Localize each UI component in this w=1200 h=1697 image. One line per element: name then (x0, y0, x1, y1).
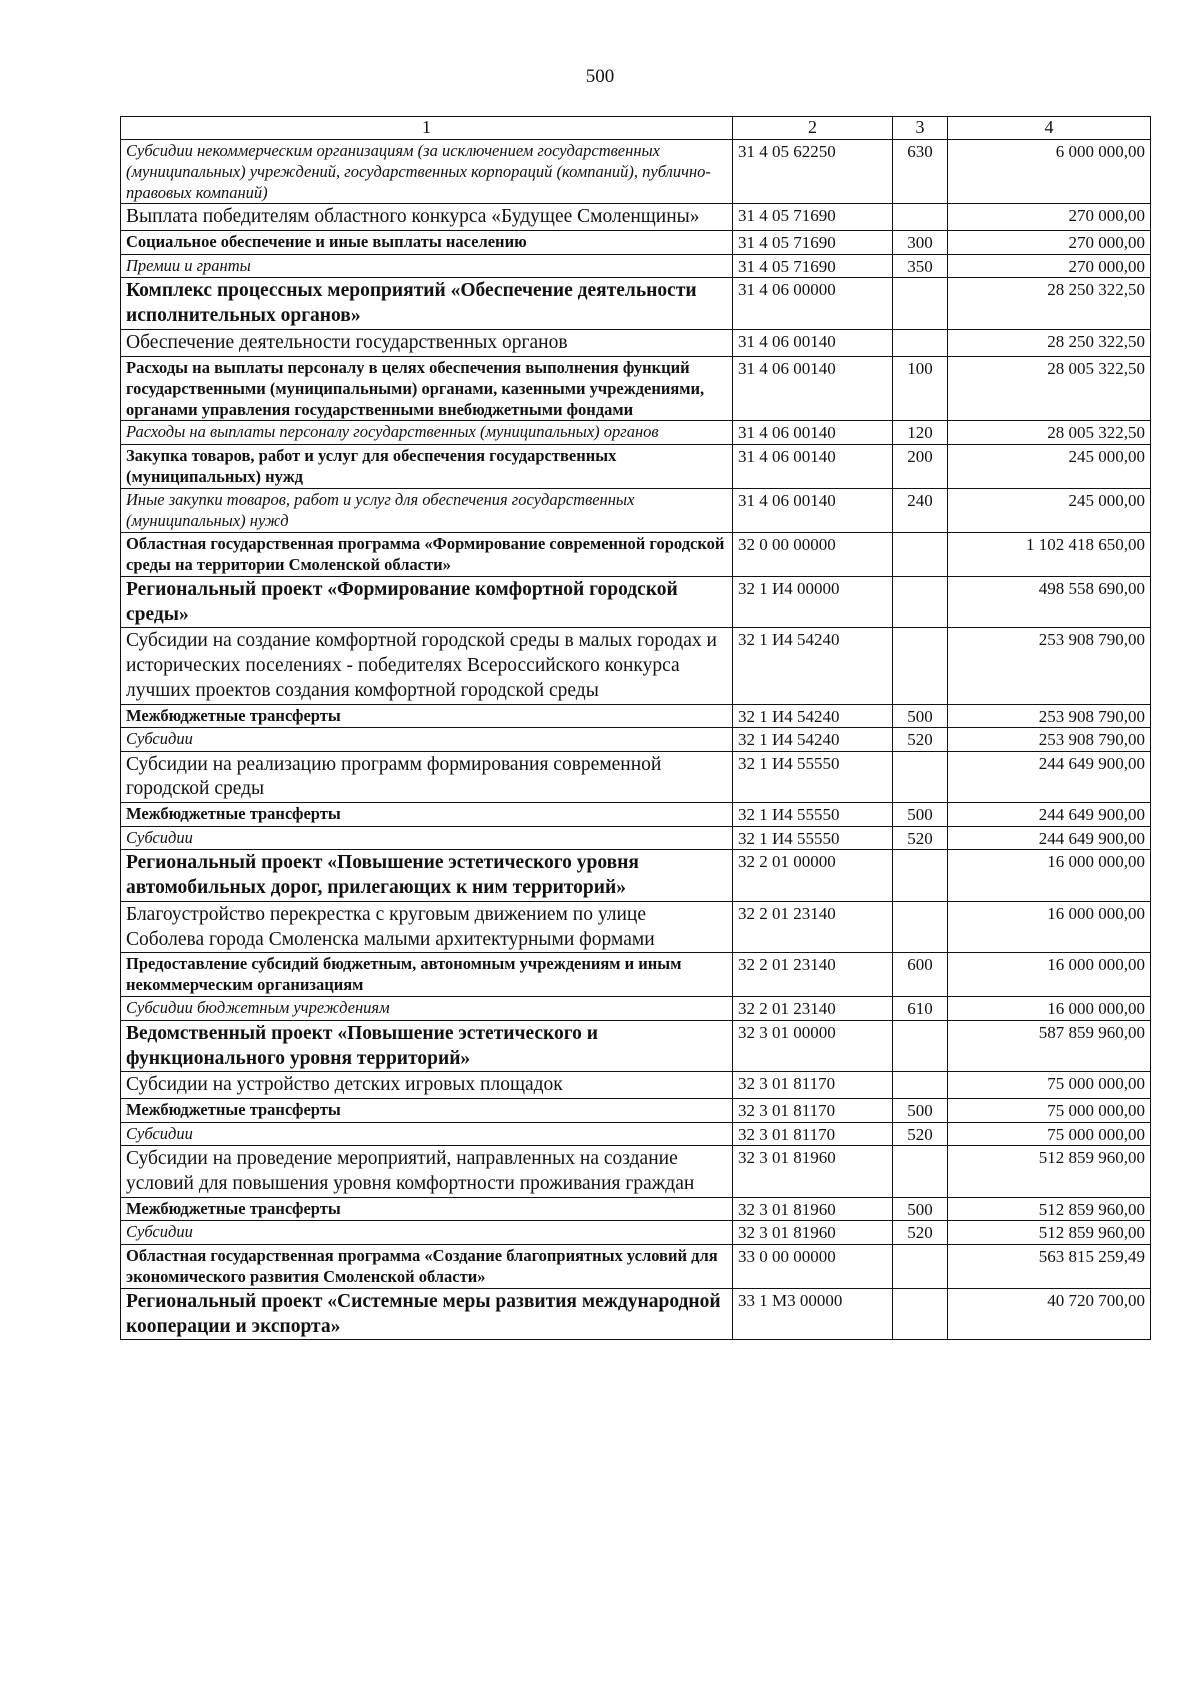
table-row (121, 751, 1151, 803)
row-name-cell: Областная государственная программа «Формирование современной городской среды на территории Смоленской области» (121, 532, 733, 576)
row-code-cell: 33 0 00 00000 (733, 1244, 893, 1288)
row-name-cell: Субсидии (121, 1122, 733, 1146)
row-amount-cell: 16 000 000,00 (948, 901, 1151, 953)
table-row (121, 803, 1151, 827)
row-amount-cell: 1 102 418 650,00 (948, 532, 1151, 576)
row-name-cell: Субсидии (121, 826, 733, 850)
row-code-cell: 31 4 06 00140 (733, 356, 893, 421)
row-code-cell: 31 4 05 62250 (733, 139, 893, 204)
row-code-cell: 32 1 И4 54240 (733, 728, 893, 752)
row-name-cell: Межбюджетные трансферты (121, 1197, 733, 1221)
row-code-cell: 31 4 05 71690 (733, 204, 893, 231)
row-code-cell: 32 3 01 81960 (733, 1146, 893, 1198)
row-name-cell: Благоустройство перекрестка с круговым движением по улице Соболева города Смоленска малыми архитектурными формами (121, 901, 733, 953)
row-code-cell: 33 1 М3 00000 (733, 1288, 893, 1340)
row-name-cell: Региональный проект «Системные меры развития международной кооперации и экспорта» (121, 1288, 733, 1340)
table-row (121, 139, 1151, 204)
row-amount-cell: 244 649 900,00 (948, 751, 1151, 803)
table-row (121, 278, 1151, 330)
row-type-cell (893, 532, 948, 576)
table-row (121, 532, 1151, 576)
table-row (121, 1197, 1151, 1221)
row-name-cell: Межбюджетные трансферты (121, 803, 733, 827)
table-header-row (121, 117, 1151, 140)
table-row (121, 850, 1151, 902)
row-type-cell: 300 (893, 231, 948, 255)
table-row (121, 254, 1151, 278)
table-row (121, 1122, 1151, 1146)
row-type-cell (893, 278, 948, 330)
row-code-cell: 32 2 01 23140 (733, 901, 893, 953)
table-row (121, 576, 1151, 628)
row-type-cell: 200 (893, 445, 948, 489)
row-code-cell: 32 1 И4 55550 (733, 803, 893, 827)
row-name-cell: Премии и гранты (121, 254, 733, 278)
row-name-cell: Субсидии на реализацию программ формирования современной городской среды (121, 751, 733, 803)
row-code-cell: 32 2 01 23140 (733, 953, 893, 997)
row-name-cell: Региональный проект «Формирование комфортной городской среды» (121, 576, 733, 628)
row-amount-cell: 512 859 960,00 (948, 1221, 1151, 1245)
row-type-cell: 500 (893, 1099, 948, 1123)
row-code-cell: 31 4 06 00140 (733, 329, 893, 356)
row-amount-cell: 75 000 000,00 (948, 1122, 1151, 1146)
table-row (121, 1288, 1151, 1340)
row-type-cell: 500 (893, 704, 948, 728)
row-name-cell: Межбюджетные трансферты (121, 704, 733, 728)
row-name-cell: Субсидии бюджетным учреждениям (121, 997, 733, 1021)
row-amount-cell: 28 250 322,50 (948, 278, 1151, 330)
table-row (121, 488, 1151, 532)
row-amount-cell: 244 649 900,00 (948, 826, 1151, 850)
page-number: 500 (585, 66, 615, 87)
row-name-cell: Иные закупки товаров, работ и услуг для обеспечения государственных (муниципальных) нужд (121, 488, 733, 532)
row-type-cell: 520 (893, 826, 948, 850)
table-row (121, 231, 1151, 255)
row-type-cell: 520 (893, 1221, 948, 1245)
row-amount-cell: 563 815 259,49 (948, 1244, 1151, 1288)
row-name-cell: Расходы на выплаты персоналу государственных (муниципальных) органов (121, 421, 733, 445)
row-type-cell (893, 628, 948, 704)
table-row (121, 728, 1151, 752)
row-amount-cell: 245 000,00 (948, 445, 1151, 489)
table-row (121, 1221, 1151, 1245)
row-code-cell: 31 4 06 00140 (733, 421, 893, 445)
row-amount-cell: 253 908 790,00 (948, 728, 1151, 752)
row-type-cell (893, 1146, 948, 1198)
row-code-cell: 31 4 05 71690 (733, 254, 893, 278)
row-type-cell: 600 (893, 953, 948, 997)
row-code-cell: 32 2 01 00000 (733, 850, 893, 902)
row-type-cell (893, 1244, 948, 1288)
row-type-cell (893, 329, 948, 356)
table-row (121, 1072, 1151, 1099)
column-header-amount: 4 (948, 117, 1151, 140)
row-type-cell: 520 (893, 728, 948, 752)
table-row (121, 356, 1151, 421)
row-amount-cell: 253 908 790,00 (948, 704, 1151, 728)
table-row (121, 1146, 1151, 1198)
row-code-cell: 32 3 01 81960 (733, 1197, 893, 1221)
row-code-cell: 32 1 И4 00000 (733, 576, 893, 628)
table-row (121, 953, 1151, 997)
row-type-cell (893, 576, 948, 628)
row-code-cell: 32 3 01 00000 (733, 1020, 893, 1072)
row-type-cell (893, 751, 948, 803)
row-amount-cell: 16 000 000,00 (948, 997, 1151, 1021)
row-amount-cell: 253 908 790,00 (948, 628, 1151, 704)
row-amount-cell: 512 859 960,00 (948, 1197, 1151, 1221)
row-name-cell: Субсидии на устройство детских игровых площадок (121, 1072, 733, 1099)
row-type-cell (893, 1072, 948, 1099)
row-type-cell: 630 (893, 139, 948, 204)
row-amount-cell: 16 000 000,00 (948, 850, 1151, 902)
column-header-name: 1 (121, 117, 733, 140)
row-amount-cell: 75 000 000,00 (948, 1072, 1151, 1099)
row-name-cell: Межбюджетные трансферты (121, 1099, 733, 1123)
row-amount-cell: 6 000 000,00 (948, 139, 1151, 204)
row-amount-cell: 270 000,00 (948, 204, 1151, 231)
row-amount-cell: 16 000 000,00 (948, 953, 1151, 997)
row-name-cell: Предоставление субсидий бюджетным, автономным учреждениям и иным некоммерческим организациям (121, 953, 733, 997)
row-code-cell: 31 4 06 00140 (733, 488, 893, 532)
row-amount-cell: 512 859 960,00 (948, 1146, 1151, 1198)
table-row (121, 421, 1151, 445)
row-name-cell: Субсидии (121, 1221, 733, 1245)
row-name-cell: Ведомственный проект «Повышение эстетического и функционального уровня территорий» (121, 1020, 733, 1072)
table-row (121, 704, 1151, 728)
row-code-cell: 32 1 И4 55550 (733, 826, 893, 850)
row-type-cell: 520 (893, 1122, 948, 1146)
row-amount-cell: 498 558 690,00 (948, 576, 1151, 628)
row-name-cell: Областная государственная программа «Создание благоприятных условий для экономического развития Смоленской области» (121, 1244, 733, 1288)
row-name-cell: Выплата победителям областного конкурса «Будущее Смоленщины» (121, 204, 733, 231)
row-amount-cell: 28 005 322,50 (948, 356, 1151, 421)
table-row (121, 204, 1151, 231)
row-type-cell: 120 (893, 421, 948, 445)
row-type-cell: 500 (893, 1197, 948, 1221)
row-code-cell: 32 3 01 81170 (733, 1122, 893, 1146)
row-type-cell (893, 1288, 948, 1340)
row-code-cell: 32 2 01 23140 (733, 997, 893, 1021)
row-name-cell: Субсидии (121, 728, 733, 752)
row-amount-cell: 40 720 700,00 (948, 1288, 1151, 1340)
row-code-cell: 31 4 05 71690 (733, 231, 893, 255)
row-name-cell: Субсидии на проведение мероприятий, направленных на создание условий для повышения уровня комфортности проживания граждан (121, 1146, 733, 1198)
row-code-cell: 32 3 01 81170 (733, 1099, 893, 1123)
row-amount-cell: 245 000,00 (948, 488, 1151, 532)
row-type-cell: 610 (893, 997, 948, 1021)
row-amount-cell: 270 000,00 (948, 231, 1151, 255)
row-name-cell: Расходы на выплаты персоналу в целях обеспечения выполнения функций государственными (муниципальными) органами, казенными учреждениями, органами управления государственными внебюджетными фондами (121, 356, 733, 421)
row-code-cell: 32 1 И4 54240 (733, 704, 893, 728)
table-row (121, 628, 1151, 704)
row-type-cell (893, 204, 948, 231)
row-type-cell (893, 901, 948, 953)
row-code-cell: 32 0 00 00000 (733, 532, 893, 576)
row-type-cell: 100 (893, 356, 948, 421)
row-name-cell: Обеспечение деятельности государственных органов (121, 329, 733, 356)
row-code-cell: 32 1 И4 55550 (733, 751, 893, 803)
row-amount-cell: 28 005 322,50 (948, 421, 1151, 445)
row-type-cell: 350 (893, 254, 948, 278)
row-type-cell (893, 850, 948, 902)
row-amount-cell: 75 000 000,00 (948, 1099, 1151, 1123)
row-type-cell: 500 (893, 803, 948, 827)
row-name-cell: Субсидии на создание комфортной городской среды в малых городах и исторических поселениях - победителях Всероссийского конкурса лучших проектов создания комфортной городской среды (121, 628, 733, 704)
table-row (121, 826, 1151, 850)
row-name-cell: Региональный проект «Повышение эстетического уровня автомобильных дорог, прилегающих к ним территорий» (121, 850, 733, 902)
row-type-cell: 240 (893, 488, 948, 532)
row-name-cell: Социальное обеспечение и иные выплаты населению (121, 231, 733, 255)
row-name-cell: Субсидии некоммерческим организациям (за исключением государственных (муниципальных) учреждений, государственных корпораций (компаний), публично-правовых компаний) (121, 139, 733, 204)
table-row (121, 997, 1151, 1021)
table-row (121, 445, 1151, 489)
row-amount-cell: 244 649 900,00 (948, 803, 1151, 827)
table-row (121, 329, 1151, 356)
row-name-cell: Закупка товаров, работ и услуг для обеспечения государственных (муниципальных) нужд (121, 445, 733, 489)
budget-table (120, 116, 1151, 1340)
row-amount-cell: 270 000,00 (948, 254, 1151, 278)
row-code-cell: 32 3 01 81960 (733, 1221, 893, 1245)
row-amount-cell: 587 859 960,00 (948, 1020, 1151, 1072)
row-type-cell (893, 1020, 948, 1072)
row-name-cell: Комплекс процессных мероприятий «Обеспечение деятельности исполнительных органов» (121, 278, 733, 330)
row-code-cell: 31 4 06 00140 (733, 445, 893, 489)
table-row (121, 1099, 1151, 1123)
row-amount-cell: 28 250 322,50 (948, 329, 1151, 356)
table-row (121, 1244, 1151, 1288)
row-code-cell: 32 1 И4 54240 (733, 628, 893, 704)
row-code-cell: 32 3 01 81170 (733, 1072, 893, 1099)
row-code-cell: 31 4 06 00000 (733, 278, 893, 330)
table-row (121, 901, 1151, 953)
table-row (121, 1020, 1151, 1072)
column-header-type: 3 (893, 117, 948, 140)
column-header-code: 2 (733, 117, 893, 140)
